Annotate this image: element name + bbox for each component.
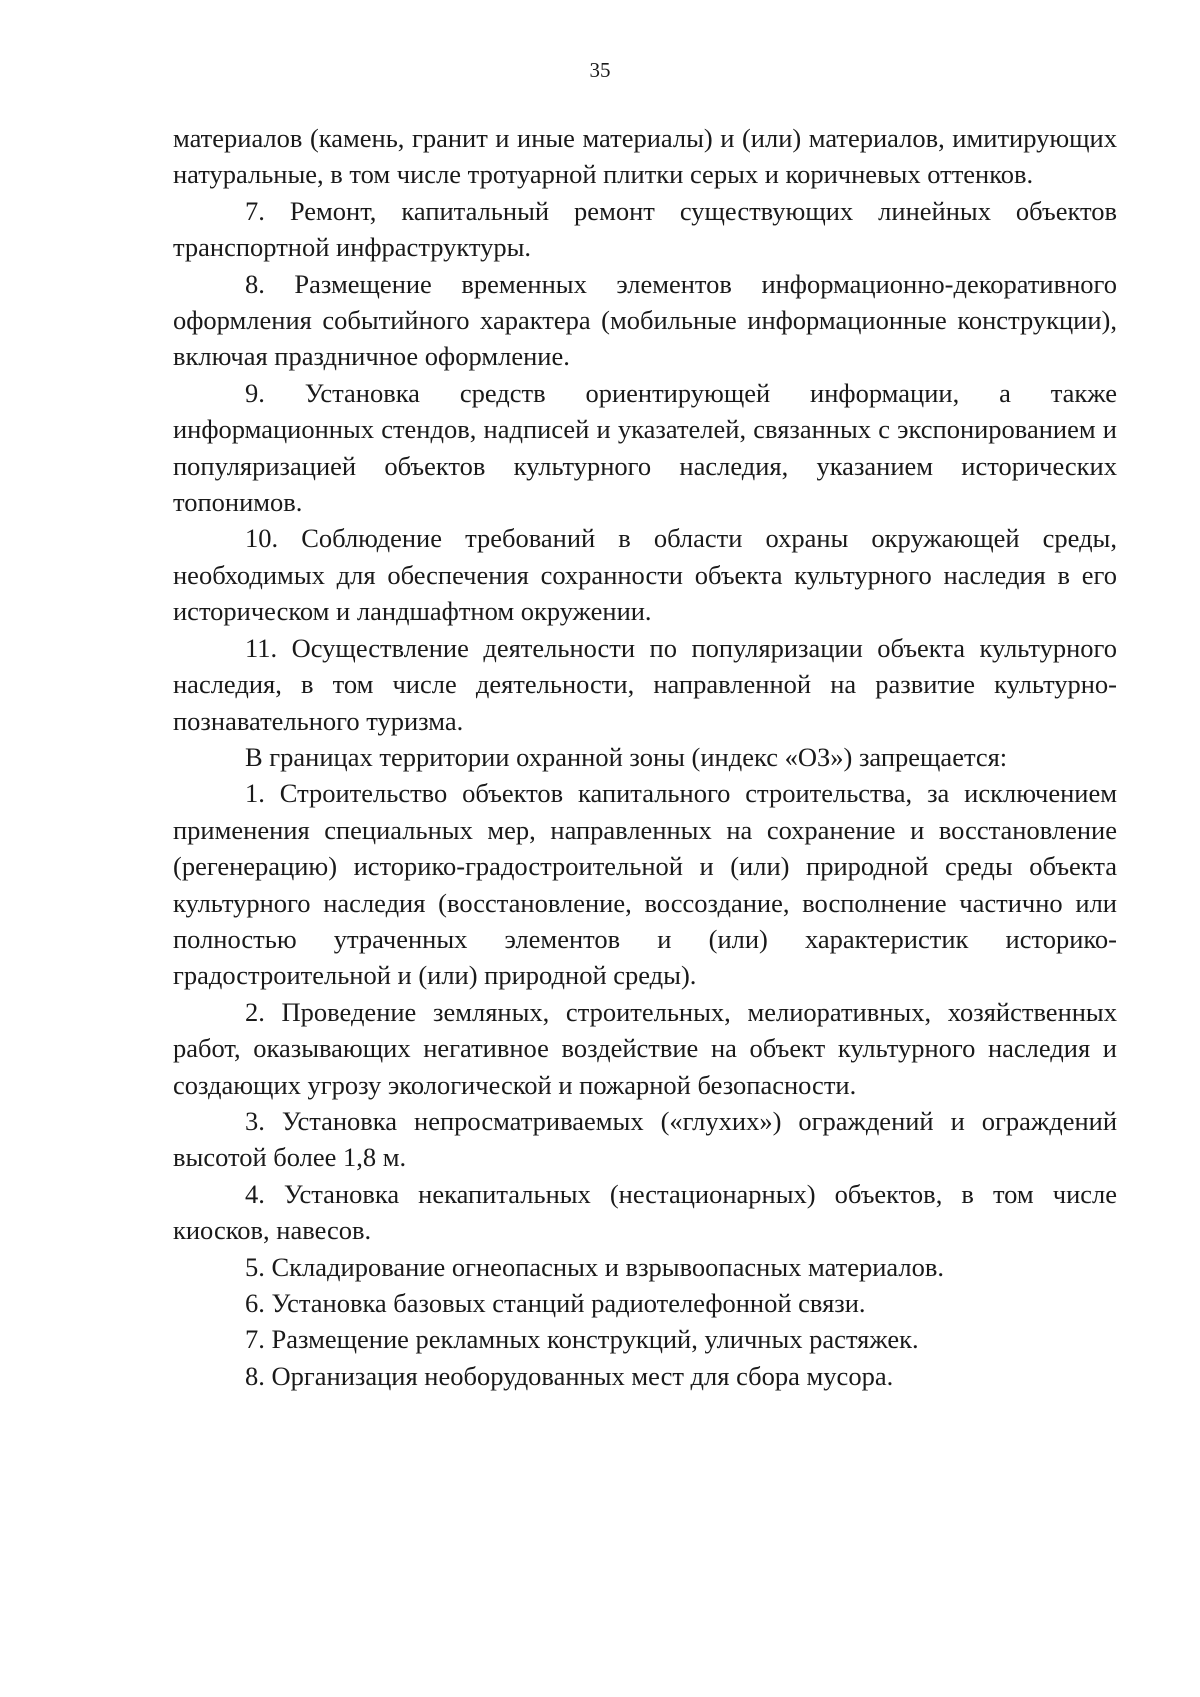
paragraph-item-9-orientation-info: 9. Установка средств ориентирующей информации, а также информационных стендов, надписей и указателей, связанных с экспонированием и популяризацией объектов культурного наследия, указанием исторических топонимов.	[173, 377, 1117, 518]
paragraph-continuation: материалов (камень, гранит и иные материалы) и (или) материалов, имитирующих натуральные, в том числе тротуарной плитки серых и коричневых оттенков.	[173, 123, 1117, 190]
document-body	[173, 120, 1117, 1394]
paragraph-item-10-environment: 10. Соблюдение требований в области охраны окружающей среды, необходимых для обеспечения сохранности объекта культурного наследия в его историческом и ландшафтном окружении.	[173, 523, 1117, 627]
page-number: 35	[589, 58, 611, 82]
paragraph-prohibited-heading: В границах территории охранной зоны (индекс «ОЗ») запрещается:	[245, 741, 1008, 772]
paragraph-prohibited-1: 1. Строительство объектов капитального строительства, за исключением применения специальных мер, направленных на сохранение и восстановление (регенерацию) историко-градостроительной и (или) природной среды объекта культурного наследия (восстановление, воссоздание, восполнение частично или полностью утраченных элементов и (или) характеристик историко-градостроительной и (или) природной среды).	[173, 778, 1117, 991]
paragraph-prohibited-7: 7. Размещение рекламных конструкций, уличных растяжек.	[245, 1324, 919, 1355]
paragraph-item-8-temporary-elements: 8. Размещение временных элементов информационно-декоративного оформления событийного характера (мобильные информационные конструкции), включая праздничное оформление.	[173, 268, 1117, 372]
paragraph-prohibited-3: 3. Установка непросматриваемых («глухих») ограждений и ограждений высотой более 1,8 м.	[173, 1105, 1117, 1173]
paragraph-item-7-repair: 7. Ремонт, капитальный ремонт существующих линейных объектов транспортной инфраструктуры.	[173, 195, 1117, 263]
paragraph-prohibited-4: 4. Установка некапитальных (нестационарных) объектов, в том числе киосков, навесов.	[173, 1178, 1117, 1246]
paragraph-prohibited-8: 8. Организация необорудованных мест для сбора мусора.	[245, 1360, 894, 1391]
paragraph-prohibited-6: 6. Установка базовых станций радиотелефонной связи.	[245, 1288, 866, 1318]
paragraph-prohibited-2: 2. Проведение земляных, строительных, мелиоративных, хозяйственных работ, оказывающих негативное воздействие на объект культурного наследия и создающих угрозу экологической и пожарной безопасности.	[173, 996, 1117, 1100]
paragraph-item-11-popularization: 11. Осуществление деятельности по популяризации объекта культурного наследия, в том числе деятельности, направленной на развитие культурно-познавательного туризма.	[173, 632, 1117, 736]
paragraph-prohibited-5: 5. Складирование огнеопасных и взрывоопасных материалов.	[245, 1251, 945, 1282]
